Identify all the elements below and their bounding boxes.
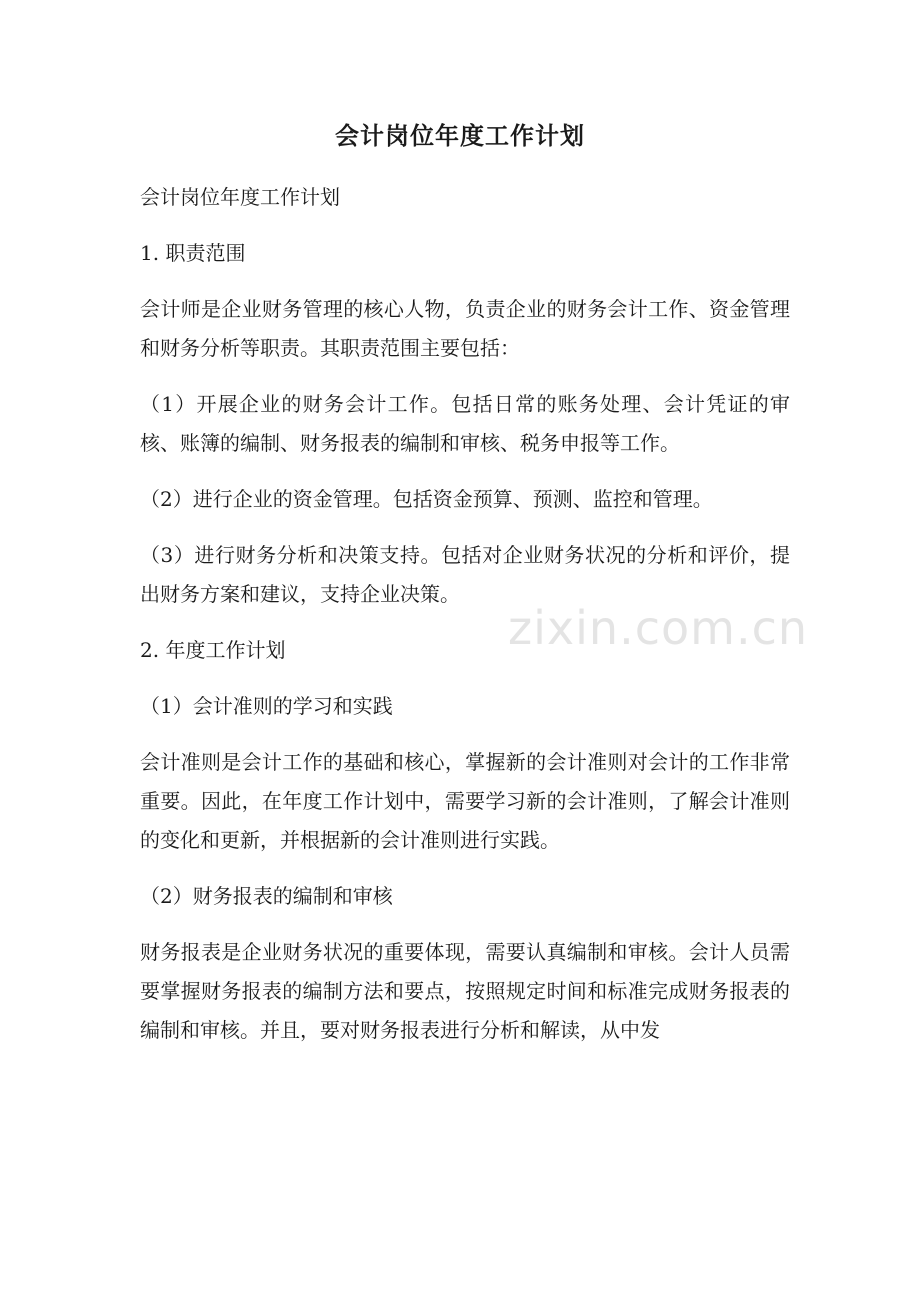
subheading-financial-statements: （2）财务报表的编制和审核 [140, 884, 393, 908]
document-title: 会计岗位年度工作计划 [335, 121, 585, 150]
paragraph-responsibilities-intro: 会计师是企业财务管理的核心人物，负责企业的财务会计工作、资金管理和财务分析等职责。其职责范围主要包括： [140, 297, 790, 360]
subheading-accounting-standards: （1）会计准则的学习和实践 [140, 694, 393, 718]
paragraph-subtitle: 会计岗位年度工作计划 [140, 185, 340, 209]
watermark: zixin.com.cn [508, 601, 809, 655]
paragraph-item-3: （3）进行财务分析和决策支持。包括对企业财务状况的分析和评价，提出财务方案和建议，支持企业决策。 [140, 543, 790, 606]
paragraph-financial-statements: 财务报表是企业财务状况的重要体现，需要认真编制和审核。会计人员需要掌握财务报表的编制方法和要点，按照规定时间和标准完成财务报表的编制和审核。并且，要对财务报表进行分析和解读，从中发 [140, 940, 790, 1042]
document-body [140, 178, 790, 1067]
section-heading-annual-plan: 2. 年度工作计划 [140, 638, 286, 662]
paragraph-accounting-standards: 会计准则是会计工作的基础和核心，掌握新的会计准则对会计的工作非常重要。因此，在年度工作计划中，需要学习新的会计准则，了解会计准则的变化和更新，并根据新的会计准则进行实践。 [140, 750, 790, 852]
paragraph-item-1: （1）开展企业的财务会计工作。包括日常的账务处理、会计凭证的审核、账簿的编制、财务报表的编制和审核、税务申报等工作。 [140, 392, 790, 455]
section-heading-responsibilities: 1. 职责范围 [140, 241, 246, 265]
paragraph-item-2: （2）进行企业的资金管理。包括资金预算、预测、监控和管理。 [140, 487, 713, 511]
